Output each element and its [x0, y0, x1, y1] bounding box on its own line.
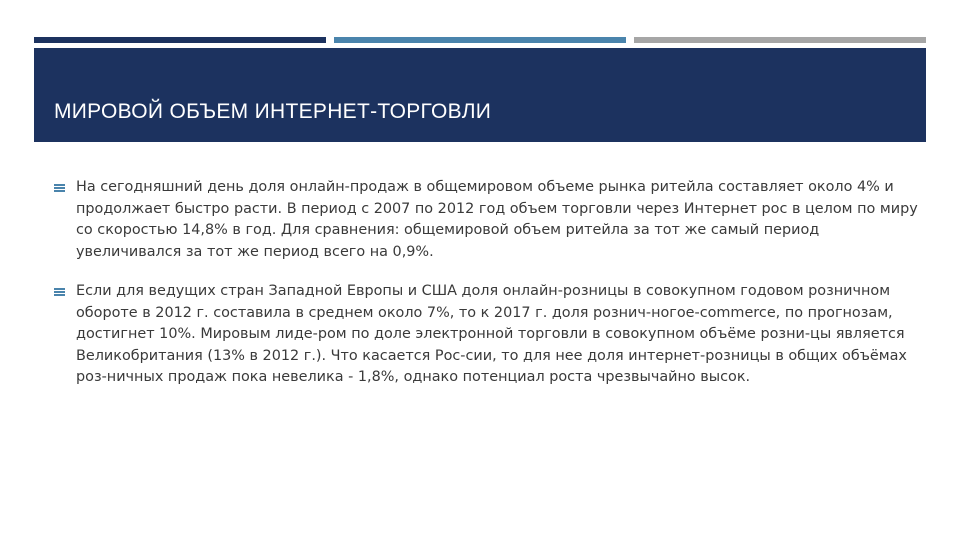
- bullet-item: [52, 281, 918, 389]
- bullet-item: [52, 177, 918, 263]
- accent-bar-light: [634, 37, 926, 43]
- accent-bar-mid: [334, 37, 626, 43]
- slide-body: [52, 177, 918, 407]
- top-accent-bars: [34, 37, 926, 43]
- bullet-text: На сегодняшний день доля онлайн-продаж в общемировом объеме рынка ритейла составляет около 4% и продолжает быстро расти. В период с 2007 по 2012 год объем торговли через Интернет рос в целом по миру со скоростью 14,8% в год. Для сравнения: общемировой объем ритейла за тот же самый период увеличивался за тот же период всего на 0,9%.: [76, 179, 918, 260]
- square-bullet-icon: [54, 184, 65, 192]
- slide-title: МИРОВОЙ ОБЪЕМ ИНТЕРНЕТ-ТОРГОВЛИ: [54, 100, 492, 123]
- bullet-text: Если для ведущих стран Западной Европы и США доля онлайн-розницы в совокупном годовом розничном обороте в 2012 г. составила в среднем около 7%, то к 2017 г. доля рознич-ногое-commerce, по прогнозам, достигнет 10%. Мировым лиде-ром по доле электронной торговли в совокупном объёме розни-цы является Великобритания (13% в 2012 г.). Что касается Рос-сии, то для нее доля интернет-розницы в общих объёмах роз-ничных продаж пока невелика - 1,8%, однако потенциал роста чрезвычайно высок.: [76, 283, 907, 385]
- title-band: [34, 48, 926, 142]
- accent-bar-dark: [34, 37, 326, 43]
- square-bullet-icon: [54, 288, 65, 296]
